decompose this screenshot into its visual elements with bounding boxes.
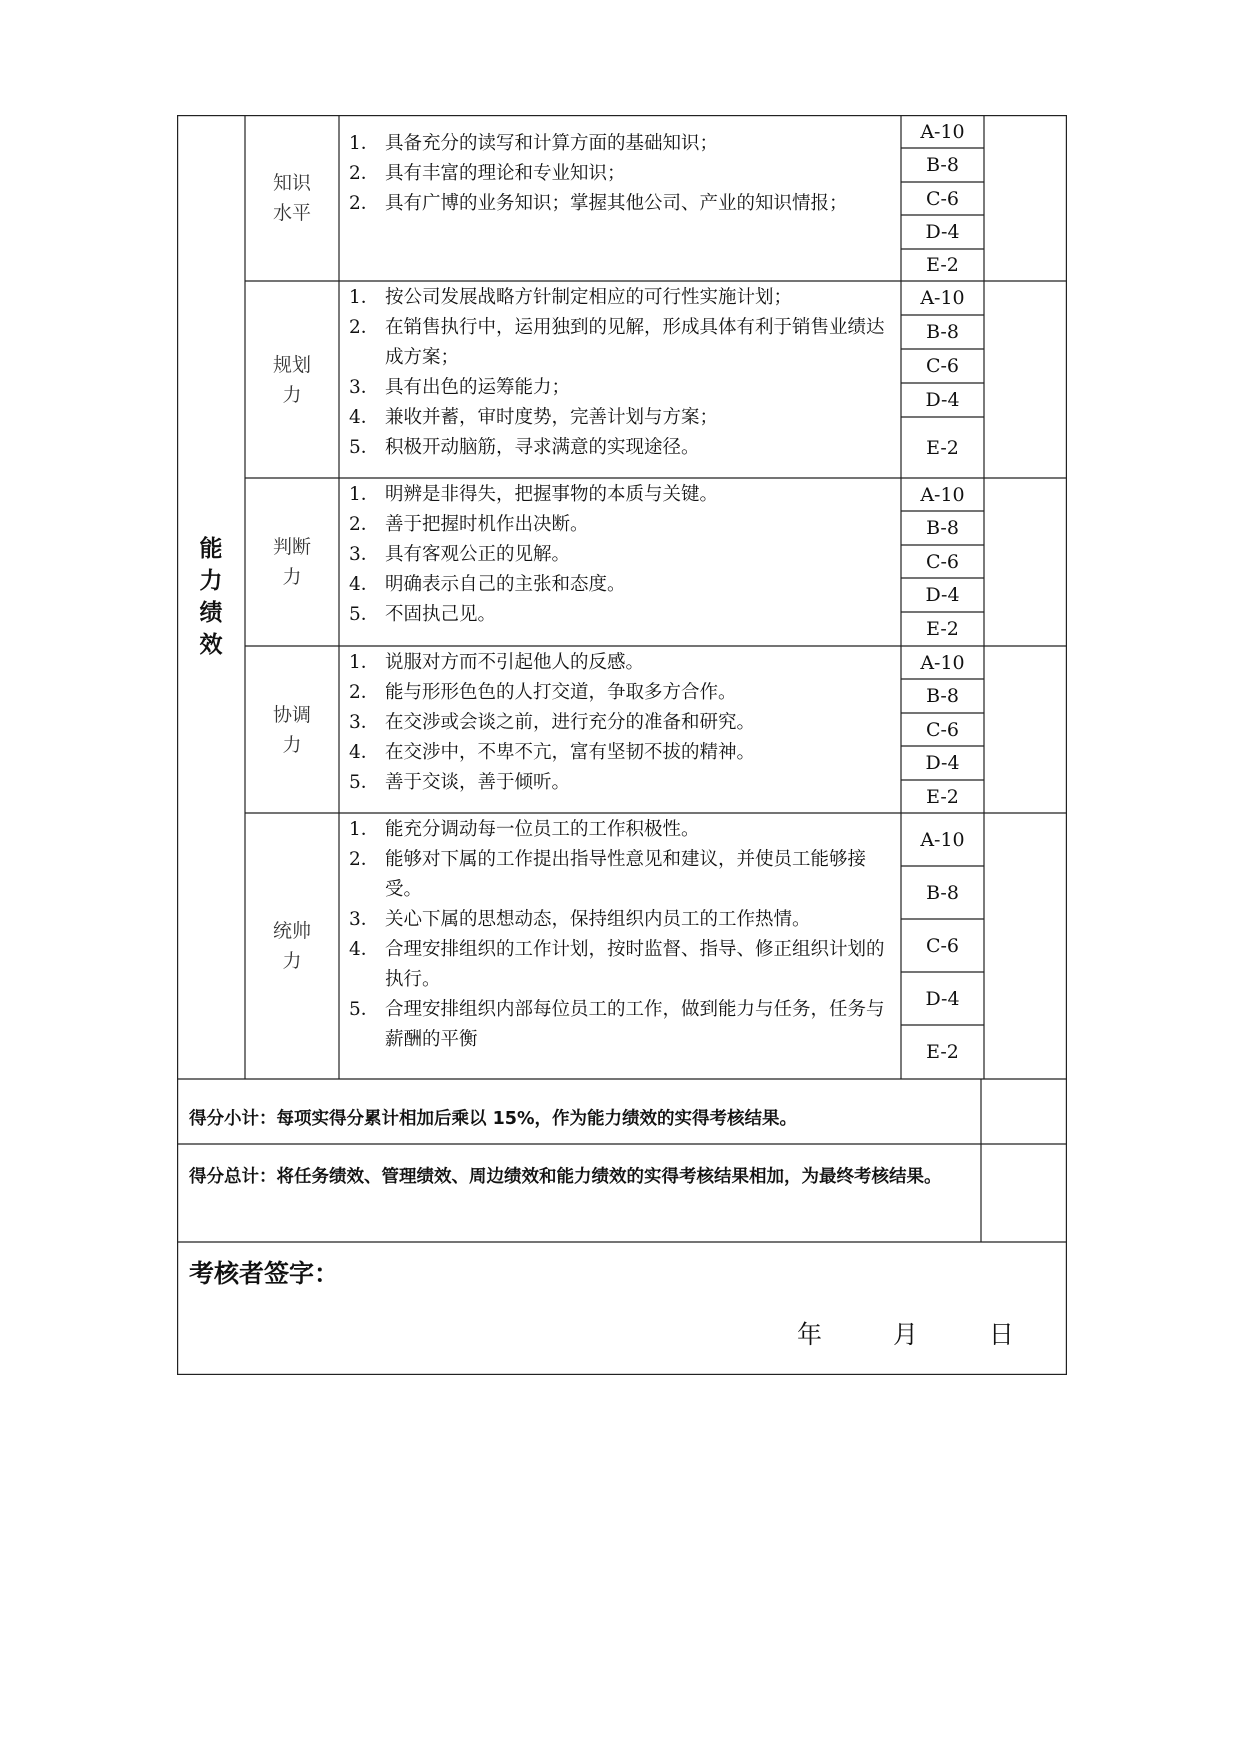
grade-option-b[interactable]: B-8 <box>926 321 959 343</box>
date-field[interactable] <box>797 1315 1014 1351</box>
score-cell[interactable] <box>984 813 1067 1079</box>
criterion-name: 协调力 <box>272 703 311 756</box>
criterion-row-coordination <box>245 646 1067 813</box>
description-item: 5． 合理安排组织内部每位员工的工作，做到能力与任务，任务与薪酬的平衡 <box>349 999 885 1050</box>
total-label: 得分总计： <box>189 1167 277 1187</box>
criterion-description <box>339 646 901 813</box>
subtotal-text: 得分小计：每项实得分累计相加后乘以 15%，作为能力绩效的实得考核结果。 <box>189 1109 797 1129</box>
grade-option-e[interactable]: E-2 <box>926 436 959 459</box>
description-item: 1． 按公司发展战略方针制定相应的可行性实施计划； <box>349 287 793 308</box>
grade-option-c[interactable]: C-6 <box>925 187 960 210</box>
description-item: 1． 能充分调动每一位员工的工作积极性。 <box>349 819 700 840</box>
description-item: 1． 具备充分的读写和计算方面的基础知识； <box>349 133 719 154</box>
description-item: 5． 善于交谈，善于倾听。 <box>349 772 571 793</box>
score-cell[interactable] <box>984 115 1067 281</box>
criterion-name: 判断力 <box>272 536 311 588</box>
criterion-description <box>339 478 901 646</box>
description-item: 3． 关心下属的思想动态，保持组织内员工的工作热情。 <box>349 909 811 930</box>
score-cell[interactable] <box>984 478 1067 646</box>
grade-option-c[interactable]: C-6 <box>925 355 960 377</box>
criterion-description <box>339 813 901 1079</box>
grade-option-d[interactable]: D-4 <box>925 752 960 774</box>
score-cell[interactable] <box>984 281 1067 478</box>
description-item: 4． 在交涉中，不卑不亢，富有坚韧不拔的精神。 <box>349 742 756 763</box>
grade-option-c[interactable]: C-6 <box>925 934 960 957</box>
description-item: 2． 能与形形色色的人打交道，争取多方合作。 <box>349 682 737 703</box>
description-item: 3． 具有客观公正的见解。 <box>349 544 571 565</box>
grade-option-e[interactable]: E-2 <box>926 785 959 808</box>
description-item: 1． 明辨是非得失，把握事物的本质与关键。 <box>349 484 719 505</box>
criterion-name: 规划力 <box>272 353 311 406</box>
evaluation-form <box>177 115 1067 1375</box>
description-item: 3． 在交涉或会谈之前，进行充分的准备和研究。 <box>349 712 756 733</box>
criterion-description <box>339 115 901 281</box>
description-item: 1． 说服对方而不引起他人的反感。 <box>349 652 645 673</box>
signature-section <box>177 1242 1067 1375</box>
description-item: 3． 具有出色的运筹能力； <box>349 377 571 398</box>
criterion-row-judgment <box>245 478 1067 646</box>
grade-option-e[interactable]: E-2 <box>926 254 959 276</box>
criterion-name: 统帅力 <box>272 920 311 972</box>
subtotal-row <box>177 1079 1067 1144</box>
grade-option-d[interactable]: D-4 <box>925 389 960 411</box>
grade-options <box>901 115 984 281</box>
grade-option-e[interactable]: E-2 <box>926 618 959 640</box>
grade-option-b[interactable]: B-8 <box>926 517 959 539</box>
date-year-label: 年 <box>797 1320 823 1349</box>
date-month-label: 月 <box>892 1320 918 1349</box>
description-item: 4． 兼收并蓄，审时度势，完善计划与方案； <box>349 407 719 428</box>
criterion-name: 知识水平 <box>272 172 311 224</box>
criterion-row-planning <box>245 281 1067 478</box>
total-score-cell[interactable] <box>981 1144 1067 1242</box>
grade-option-d[interactable]: D-4 <box>925 987 960 1010</box>
grade-options <box>901 813 984 1079</box>
signature-label: 考核者签字： <box>189 1259 340 1288</box>
section-label-ability-performance <box>177 115 245 1079</box>
description-item: 2． 具有广博的业务知识；掌握其他公司、产业的知识情报； <box>349 193 848 214</box>
grade-option-a[interactable]: A-10 <box>920 651 965 674</box>
grade-option-e[interactable]: E-2 <box>926 1041 959 1063</box>
criterion-row-leadership <box>245 813 1067 1079</box>
description-item: 2． 能够对下属的工作提出指导性意见和建议，并使员工能够接受。 <box>349 849 867 900</box>
grade-option-c[interactable]: C-6 <box>925 550 960 573</box>
criterion-row-knowledge <box>245 115 1067 281</box>
total-row <box>177 1144 1067 1242</box>
score-cell[interactable] <box>984 646 1067 813</box>
grade-option-b[interactable]: B-8 <box>926 881 959 904</box>
date-day-label: 日 <box>988 1320 1014 1349</box>
grade-option-a[interactable]: A-10 <box>920 120 965 143</box>
grade-option-d[interactable]: D-4 <box>925 221 960 243</box>
grade-option-b[interactable]: B-8 <box>926 685 959 707</box>
grade-option-a[interactable]: A-10 <box>920 483 965 506</box>
description-item: 4． 明确表示自己的主张和态度。 <box>349 574 626 595</box>
grade-option-c[interactable]: C-6 <box>925 718 960 741</box>
description-item: 5． 积极开动脑筋，寻求满意的实现途径。 <box>349 437 700 458</box>
total-text-block <box>189 1162 969 1192</box>
grade-options <box>901 478 984 646</box>
description-item: 5． 不固执己见。 <box>349 604 497 625</box>
grade-option-a[interactable]: A-10 <box>920 287 965 309</box>
section-label-text: 能力绩效 <box>199 536 223 658</box>
description-item: 2． 具有丰富的理论和专业知识； <box>349 163 626 184</box>
grade-options <box>901 281 984 478</box>
description-item: 2． 善于把握时机作出决断。 <box>349 514 589 535</box>
grade-option-a[interactable]: A-10 <box>920 828 965 851</box>
grade-options <box>901 646 984 813</box>
subtotal-score-cell[interactable] <box>981 1079 1067 1144</box>
grade-option-b[interactable]: B-8 <box>926 154 959 176</box>
description-item: 2． 在销售执行中，运用独到的见解，形成具体有利于销售业绩达成方案； <box>349 317 885 368</box>
description-item: 4． 合理安排组织的工作计划，按时监督、指导、修正组织计划的执行。 <box>349 939 885 990</box>
grade-option-d[interactable]: D-4 <box>925 584 960 606</box>
criterion-description <box>339 281 901 478</box>
total-text: 将任务绩效、管理绩效、周边绩效和能力绩效的实得考核结果相加，为最终考核结果。 <box>276 1167 942 1187</box>
